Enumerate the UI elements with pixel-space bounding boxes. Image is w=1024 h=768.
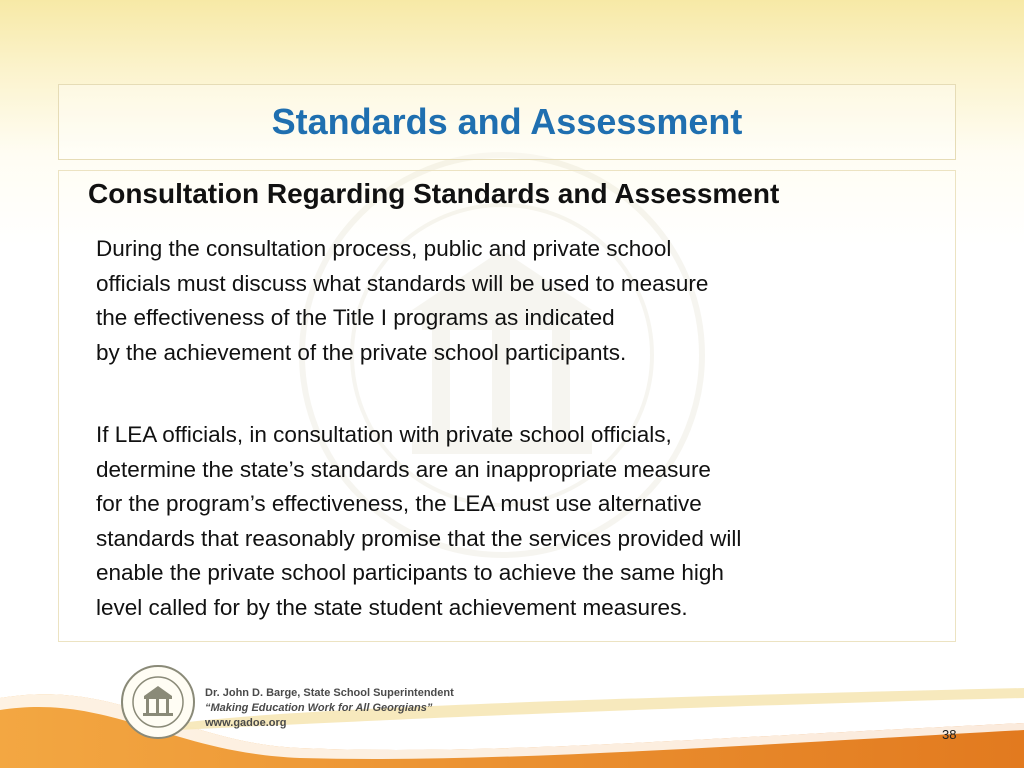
superintendent-name: Dr. John D. Barge, State School Superintendent — [205, 687, 454, 699]
paragraph-line: standards that reasonably promise that the services provided will — [96, 525, 742, 551]
paragraph-line: enable the private school participants to achieve the same high — [96, 560, 724, 585]
paragraph-consultation-process — [96, 232, 708, 370]
slide-subtitle: Consultation Regarding Standards and Assessment — [88, 178, 780, 209]
paragraph-alternative-standards — [96, 418, 741, 625]
paragraph-line: officials must discuss what standards will be used to measure — [96, 270, 709, 296]
motto: “Making Education Work for All Georgians” — [205, 702, 433, 714]
paragraph-line: level called for by the state student achievement measures. — [96, 594, 688, 620]
page-number: 38 — [942, 727, 957, 742]
department-of-education-seal-icon — [120, 664, 196, 740]
paragraph-line: for the program’s effectiveness, the LEA must use alternative — [96, 491, 702, 516]
paragraph-line: During the consultation process, public and private school — [96, 236, 672, 261]
paragraph-line: determine the state’s standards are an inappropriate measure — [96, 456, 711, 482]
title-box — [58, 84, 956, 160]
paragraph-line: the effectiveness of the Title I programs as indicated — [96, 305, 615, 330]
paragraph-line: If LEA officials, in consultation with private school officials, — [96, 422, 672, 447]
paragraph-line: by the achievement of the private school participants. — [96, 339, 627, 365]
website-link[interactable]: www.gadoe.org — [205, 717, 287, 729]
slide-title: Standards and Assessment — [271, 101, 743, 142]
footer-text — [205, 686, 454, 731]
